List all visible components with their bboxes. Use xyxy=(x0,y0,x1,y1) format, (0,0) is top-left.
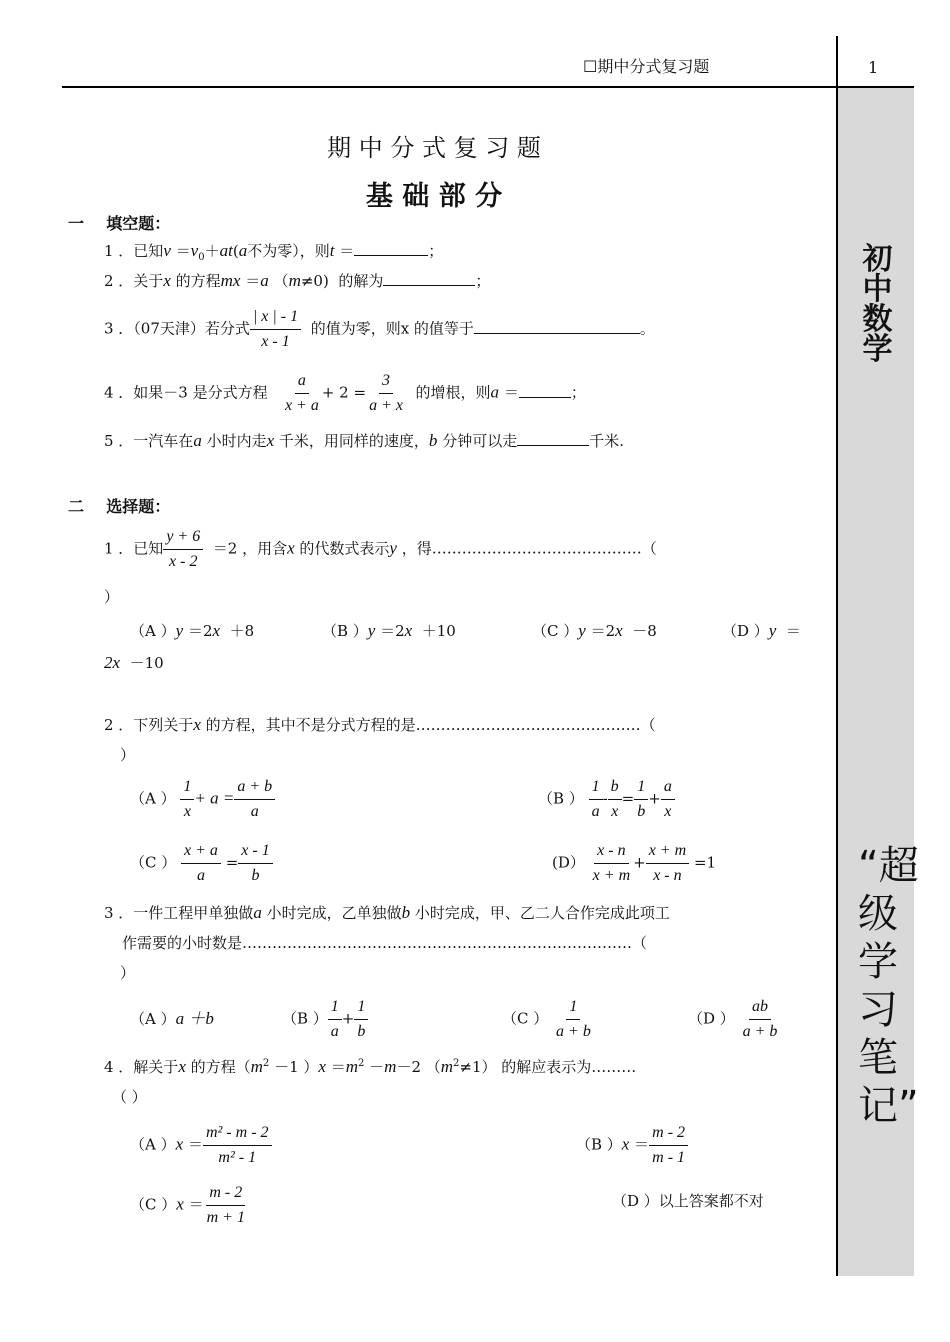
s2-q1-option-c[interactable]: （C ）y ＝2x －8 xyxy=(532,621,657,640)
s2-q1-option-d[interactable]: （D ）y ＝ xyxy=(722,621,801,640)
section1-heading: 一 填空题： xyxy=(68,214,171,233)
s2-q2-option-c[interactable]: （C ） $\frac{x + a}{a}$ = $\frac{x - 1}{b}$ xyxy=(130,840,273,887)
header-title: ☐期中分式复习题 xyxy=(583,57,710,76)
s2-q3-close: ） xyxy=(120,964,136,982)
doc-subtitle: 基 础 部 分 xyxy=(365,181,503,212)
s2-q1-option-a[interactable]: （A ）y ＝2x ＋8 xyxy=(130,621,255,640)
s2-q4-option-b[interactable]: （B ）x ＝ $\frac{m - 2}{m - 1}$ xyxy=(576,1122,688,1169)
s2-q1-option-d-cont: 2x －10 xyxy=(104,653,164,672)
answer-blank[interactable] xyxy=(519,383,571,398)
answer-blank[interactable] xyxy=(383,271,475,286)
sidebar-bottom-text: “超级学习笔记” xyxy=(858,843,919,1129)
sidebar-top-text: 初中数学 xyxy=(862,242,892,367)
s2-q4-option-a[interactable]: （A ）x ＝ $\frac{\text{m² - m - 2}}{\text{m² - 1}}$ xyxy=(130,1122,272,1169)
answer-blank[interactable] xyxy=(517,431,589,446)
s2-q1-option-b[interactable]: （B ）y ＝2x ＋10 xyxy=(322,621,456,640)
s2-q2-option-d[interactable]: (D） $\frac{x - n}{x + m}$ + $\frac{x + m}{x - n}$ =1 xyxy=(552,842,717,884)
s2-q1: 1 ．已知 $\frac{y + 6}{x - 2}$ ＝2 ，用含x 的代数式表示y ，得……………………………………（ xyxy=(104,528,657,570)
s2-q2-option-b[interactable]: （B ） $\frac{1}{a}$ - $\frac{b}{x}$ = $\frac{1}{b}$ + $\frac{a}{x}$ xyxy=(538,776,675,823)
checkbox-icon: ☐ xyxy=(583,57,598,76)
answer-blank[interactable] xyxy=(474,319,640,334)
doc-title: 期 中 分 式 复 习 题 xyxy=(327,134,541,162)
s2-q2-close: ） xyxy=(120,746,136,764)
s2-q3-option-d[interactable]: （D ） $\frac{ab}{a + b}$ xyxy=(688,998,778,1040)
s2-q4-close: （ ） xyxy=(112,1088,147,1106)
s2-q1-close: ） xyxy=(104,588,120,606)
s2-q3-option-a[interactable]: （A ）a ＋b xyxy=(130,1009,214,1028)
s1-q4: 4 ．如果－3 是分式方程 $\frac{a}{x + a}$ + 2 = $\frac{3}{a + x}$ 的增根，则a ＝ ； xyxy=(104,372,586,414)
s2-q3: 3 ．一件工程甲单独做a 小时完成，乙单独做b 小时完成，甲、乙二人合作完成此项工 xyxy=(104,903,670,922)
s2-q4: 4 ．解关于x 的方程（$m^2 -1$ ）$x =m^2 -m-2$ $(m^2\ne 1)$ 的解应表示为……… xyxy=(104,1057,637,1076)
s2-q4-option-c[interactable]: （C ）x ＝ $\frac{m - 2}{m + 1}$ xyxy=(130,1184,245,1226)
s1-q1: 1 ．已知$v =v_0+at(a$不为零），则t ＝ ； xyxy=(104,241,444,263)
section2-heading: 二 选择题： xyxy=(68,497,171,516)
answer-blank[interactable] xyxy=(354,241,428,256)
s1-q5: 5 ．一汽车在a 小时内走x 千米，用同样的速度，b 分钟可以走 千米. xyxy=(104,431,624,450)
s2-q3-option-c[interactable]: （C ） $\frac{1}{a + b}$ xyxy=(502,998,591,1040)
s2-q3-option-b[interactable]: （B ） $\frac{1}{a}$ + $\frac{1}{b}$ xyxy=(282,996,368,1043)
s2-q4-option-d[interactable]: （D ）以上答案都不对 xyxy=(612,1192,764,1210)
s2-q2-option-a[interactable]: （A ） $\frac{1}{x}$ + a = $\frac{a + b}{a}$ xyxy=(130,776,275,823)
page-number: 1 xyxy=(868,58,879,77)
s1-q3: 3 ．（07天津）若分式 $\frac{| x | - 1}{x - 1}$ 的值为零，则x 的值等于 。 xyxy=(104,308,655,350)
s1-q2: 2 ．关于x 的方程mx ＝a （m≠0) 的解为 ； xyxy=(104,271,491,290)
header-rule xyxy=(62,86,914,88)
s2-q2: 2 ．下列关于x 的方程，其中不是分式方程的是………………………………………（ xyxy=(104,715,656,734)
s2-q3-line2: 作需要的小时数是……………………………………………………………………（ xyxy=(122,934,648,952)
